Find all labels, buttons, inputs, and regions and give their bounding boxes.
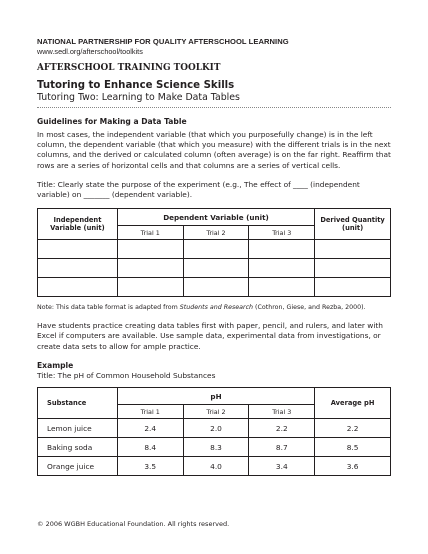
- table-row: [38, 419, 391, 438]
- value-cell: 8.4: [117, 438, 183, 457]
- copyright-footer: © 2006 WGBH Educational Foundation. All rights reserved.: [37, 520, 230, 528]
- org-url: www.sedl.org/afterschool/toolkits: [37, 47, 143, 56]
- average-ph-header: Average pH: [315, 388, 391, 419]
- table-row: [38, 240, 391, 259]
- value-cell: 2.0: [183, 419, 249, 438]
- value-cell: 4.0: [183, 457, 249, 476]
- template-data-table: [37, 208, 391, 297]
- independent-variable-header: Independent Variable (unit): [38, 209, 118, 240]
- table-row: [38, 278, 391, 297]
- example-heading: Example: [37, 360, 74, 370]
- value-cell: 3.4: [249, 457, 315, 476]
- source-note: Note: This data table format is adapted from Students and Research (Cothron, Giese, and Rezba, 2000).: [37, 304, 366, 312]
- value-cell: 2.2: [249, 419, 315, 438]
- value-cell: 2.4: [117, 419, 183, 438]
- title-instruction: Title: Clearly state the purpose of the experiment (e.g., The effect of ____ (independent variable) on _______ (dependent variable).: [37, 179, 360, 200]
- trial-header: Trial 3: [249, 226, 315, 240]
- practice-paragraph: Have students practice creating data tables first with paper, pencil, and rulers, and later with Excel if computers are available. Use sample data, experimental data from investigations, or create data sets to allow for ample practice.: [37, 321, 383, 351]
- guidelines-paragraph: In most cases, the independent variable (that which you purposefully change) is in the left column, the dependent variable (that which you measure) with the different trials is in the next columns, and the derived or calculated column (often average) is on the far right. Reaffirm that rows are a series of horizontal cells and that columns are a series of vertical cells.: [37, 130, 391, 170]
- example-data-table: [37, 387, 391, 476]
- trial-header: Trial 2: [183, 405, 249, 419]
- dotted-divider: [37, 107, 391, 108]
- trial-header: Trial 1: [117, 405, 183, 419]
- page-subtitle: Tutoring Two: Learning to Make Data Tables: [37, 92, 240, 103]
- substance-cell: Baking soda: [38, 438, 118, 457]
- derived-quantity-header: Derived Quantity (unit): [315, 209, 391, 240]
- value-cell: 3.5: [117, 457, 183, 476]
- table-row: [38, 457, 391, 476]
- average-cell: 3.6: [315, 457, 391, 476]
- substance-cell: Orange juice: [38, 457, 118, 476]
- org-name: NATIONAL PARTNERSHIP FOR QUALITY AFTERSCHOOL LEARNING: [37, 37, 289, 46]
- substance-header: Substance: [38, 388, 118, 419]
- ph-header: pH: [117, 388, 314, 405]
- substance-cell: Lemon juice: [38, 419, 118, 438]
- toolkit-label: AFTERSCHOOL TRAINING TOOLKIT: [37, 63, 221, 73]
- example-title: Title: The pH of Common Household Substances: [37, 370, 216, 380]
- table-row: [38, 259, 391, 278]
- average-cell: 2.2: [315, 419, 391, 438]
- dependent-variable-header: Dependent Variable (unit): [117, 209, 314, 226]
- average-cell: 8.5: [315, 438, 391, 457]
- guidelines-heading: Guidelines for Making a Data Table: [37, 117, 187, 126]
- table-row: [38, 438, 391, 457]
- trial-header: Trial 1: [117, 226, 183, 240]
- value-cell: 8.7: [249, 438, 315, 457]
- document-page: [37, 37, 391, 476]
- value-cell: 8.3: [183, 438, 249, 457]
- trial-header: Trial 3: [249, 405, 315, 419]
- trial-header: Trial 2: [183, 226, 249, 240]
- page-title: Tutoring to Enhance Science Skills: [37, 80, 235, 91]
